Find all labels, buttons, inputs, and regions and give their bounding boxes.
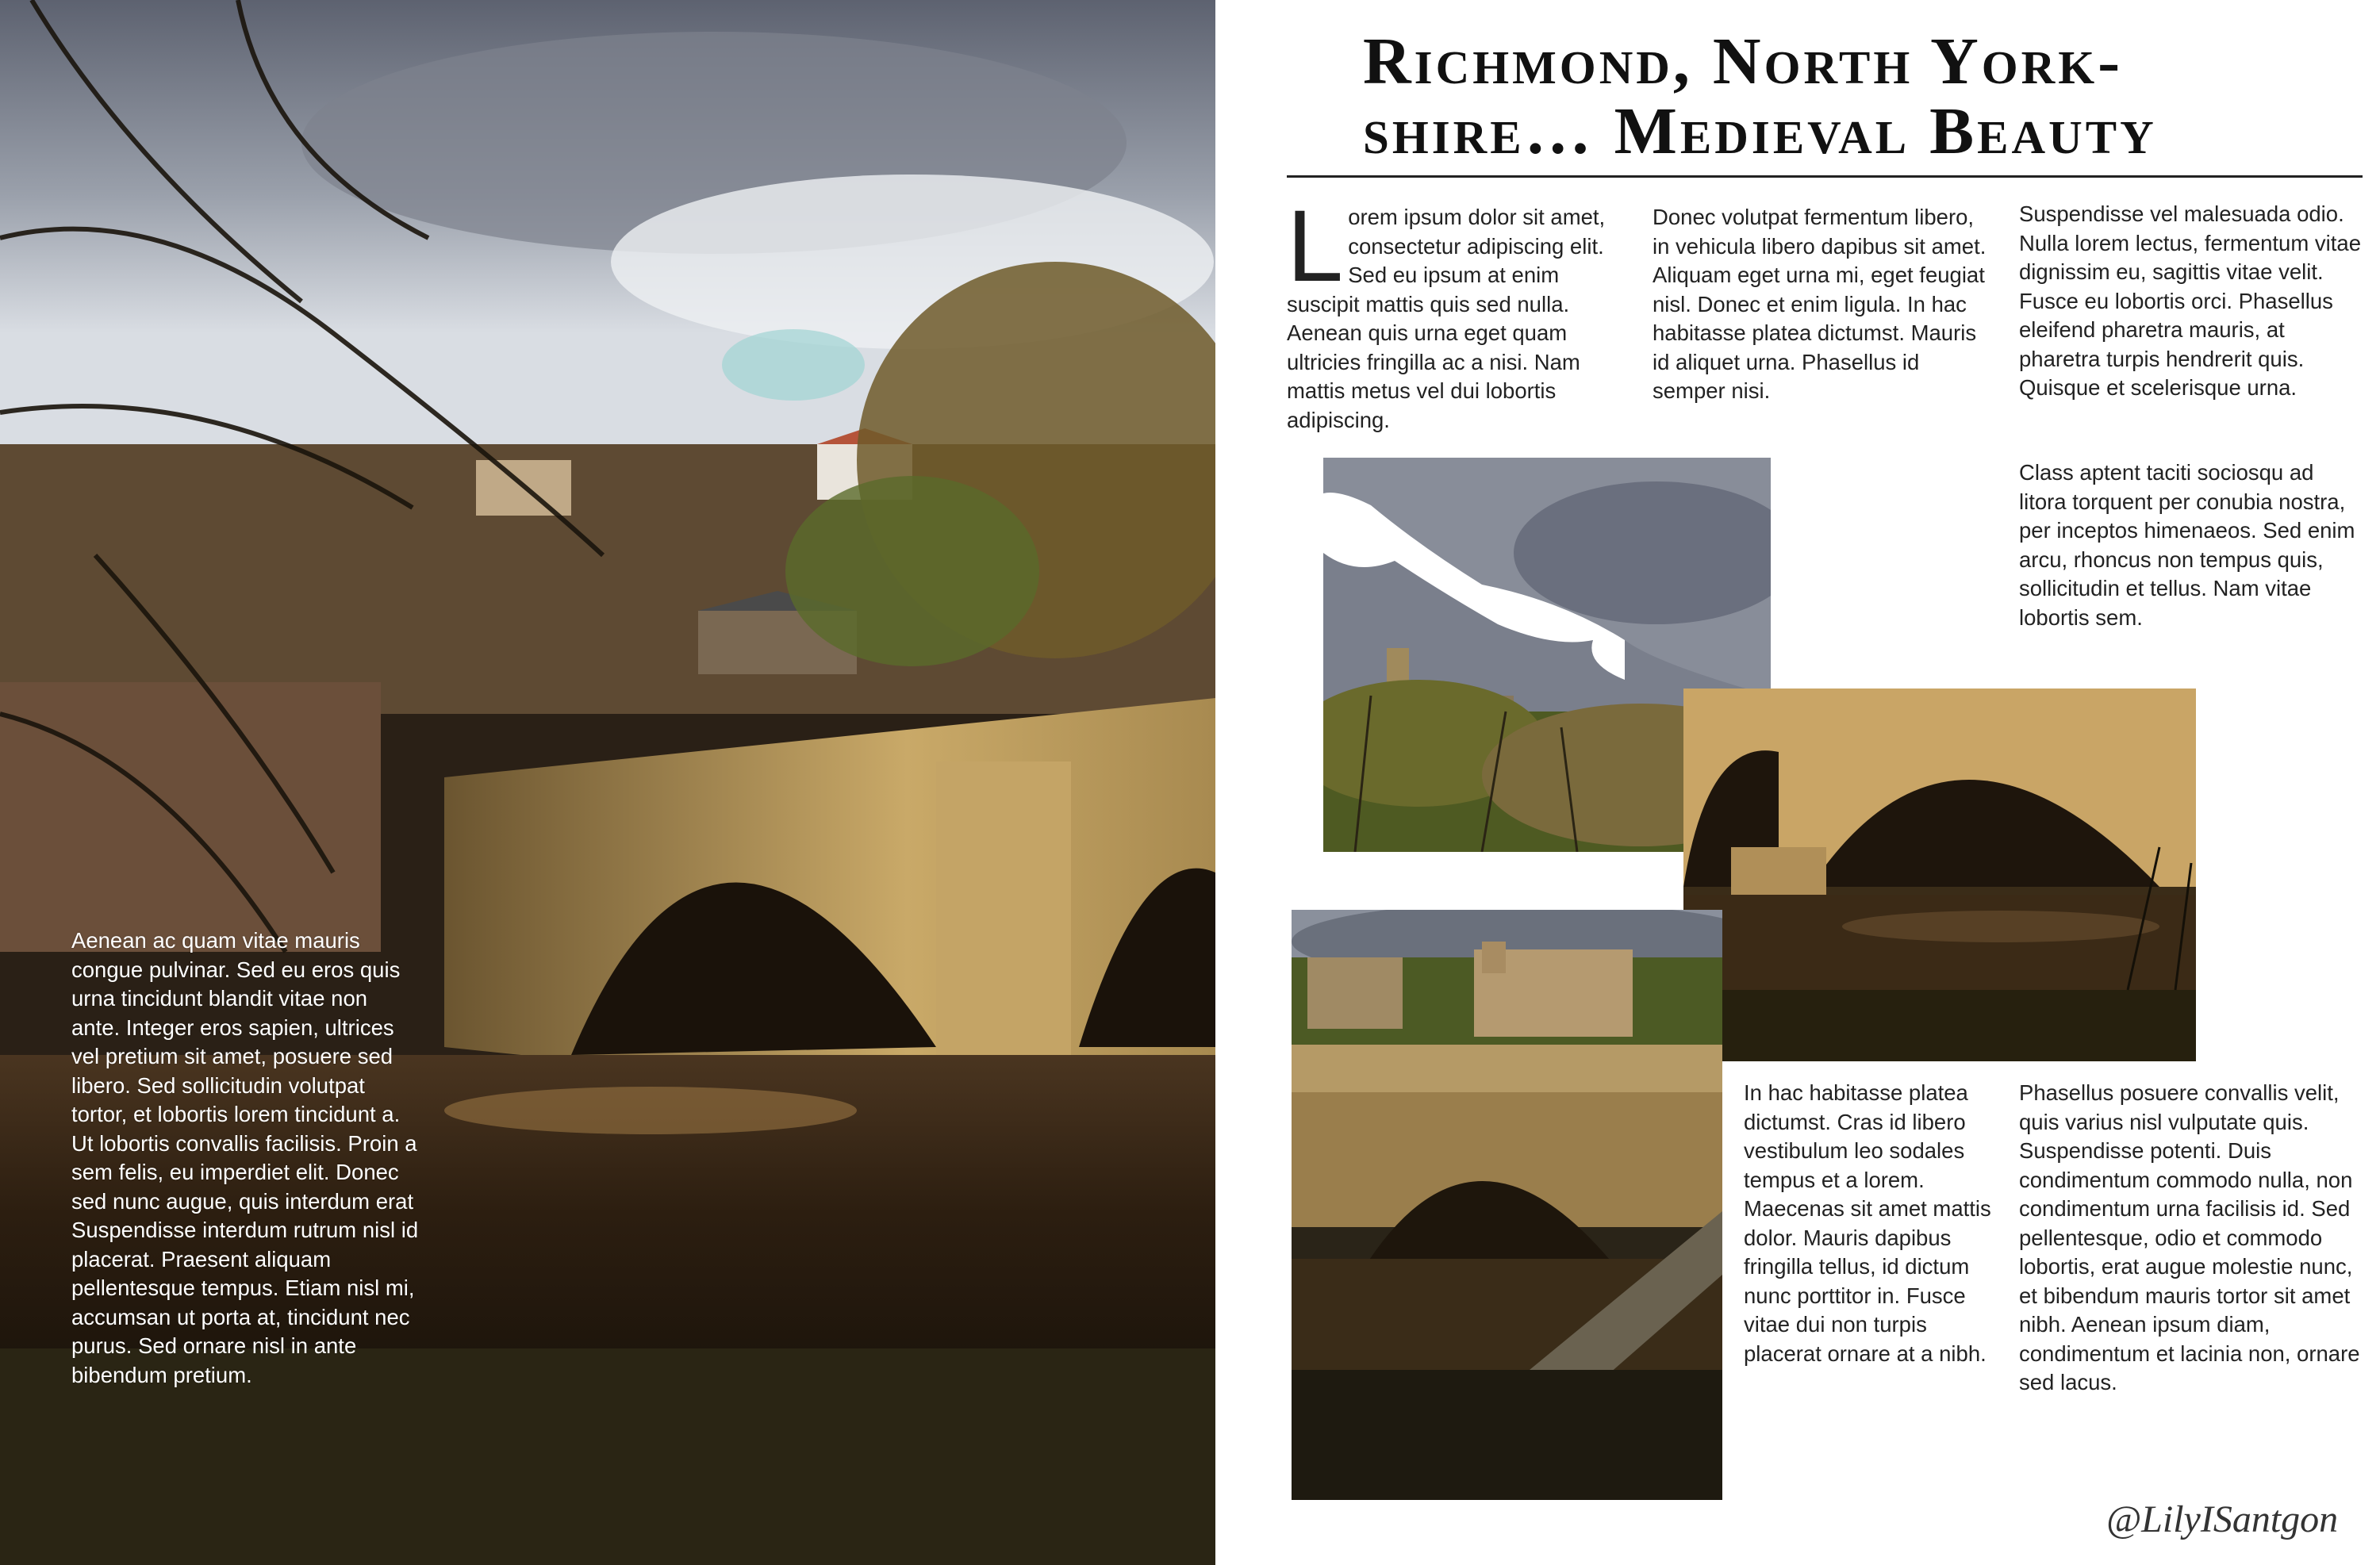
left-overlay-text — [71, 926, 420, 1390]
left-overlay-paragraph-1: Aenean ac quam vitae mauris congue pulvinar. Sed eu eros quis urna tincidunt blandit vitae non ante. Integer eros sapien, ultrices vel pretium sit amet, posuere sed libero. Sed sollicitudin volutpat tortor, et lobortis lorem tincidunt a. Ut lobortis convallis facilisis. Proin a sem felis, eu imperdiet elit. Donec sed nunc augue, quis interdum erat — [71, 928, 417, 1214]
bridge-castle-photo — [1292, 910, 1722, 1500]
text-column-5 — [2019, 1079, 2362, 1398]
bridge-castle-graphic — [1292, 910, 1722, 1500]
column-5-text: Phasellus posuere convallis velit, quis varius nisl vulputate quis. Suspendisse potenti. Duis condimentum commodo nulla, non condimentum urna facilisis id. Sed pellentesque, odio et commodo lobortis, erat augue molestie nunc, et bibendum mauris tortor sit amet nibh. Aenean ipsum diam, condimentum et lacinia non, ornare sed lacus. — [2019, 1080, 2360, 1394]
text-column-2 — [1653, 203, 1994, 406]
text-column-4 — [1744, 1079, 1994, 1368]
title-line-2: shire… Medieval Beauty — [1363, 94, 2157, 168]
text-column-3b — [2019, 458, 2362, 632]
column-3b-text: Class aptent taciti sociosqu ad litora torquent per conubia nostra, per inceptos himenaeos. Sed enim arcu, rhoncus non tempus quis, sollicitudin et tellus. Nam vitae lobortis sem. — [2019, 460, 2355, 630]
page-title — [1363, 27, 2347, 167]
text-column-3 — [2019, 200, 2362, 403]
arch-photo-graphic — [1683, 689, 2196, 1061]
author-handle: @LilyISantgon — [2106, 1498, 2339, 1540]
column-1-text: orem ipsum dolor sit amet, consectetur adipiscing elit. Sed eu ipsum at enim suscipit mattis quis sed nulla. Aenean quis urna eget quam ultricies fringilla ac a nisi. Nam mattis metus vel dui lobortis adipiscing. — [1287, 205, 1606, 432]
column-2-text: Donec volutpat fermentum libero, in vehicula libero dapibus sit amet. Aliquam eget urna mi, eget feugiat nisl. Donec et enim ligula. In hac habitasse platea dictumst. Mauris id aliquet urna. Phasellus id semper nisi. — [1653, 205, 1987, 403]
column-3-text: Suspendisse vel malesuada odio. Nulla lorem lectus, fermentum vitae dignissim eu, sagittis vitae velit. Fusce eu lobortis orci. Phasellus eleifend pharetra mauris, at pharetra turpis hendrerit quis. Quisque et scelerisque urna. — [2019, 201, 2361, 400]
title-line-1: Richmond, North York- — [1363, 25, 2124, 98]
title-divider — [1287, 175, 2363, 178]
text-column-1 — [1287, 190, 1620, 435]
left-overlay-paragraph-2: Suspendisse interdum rutrum nisl id placerat. Praesent aliquam pellentesque tempus. Etiam nisl mi, accumsan ut porta at, tincidunt nec purus. Sed ornare nisl in ante bibendum pretium. — [71, 1218, 419, 1387]
drop-cap: L — [1287, 190, 1344, 303]
arch-photo — [1683, 689, 2196, 1061]
column-4-text: In hac habitasse platea dictumst. Cras id libero vestibulum leo sodales tempus et a lorem. Maecenas sit amet mattis dolor. Mauris dapibus fringilla tellus, id dictum nunc porttitor in. Fusce vitae dui non turpis placerat ornare at a nibh. — [1744, 1080, 1991, 1366]
